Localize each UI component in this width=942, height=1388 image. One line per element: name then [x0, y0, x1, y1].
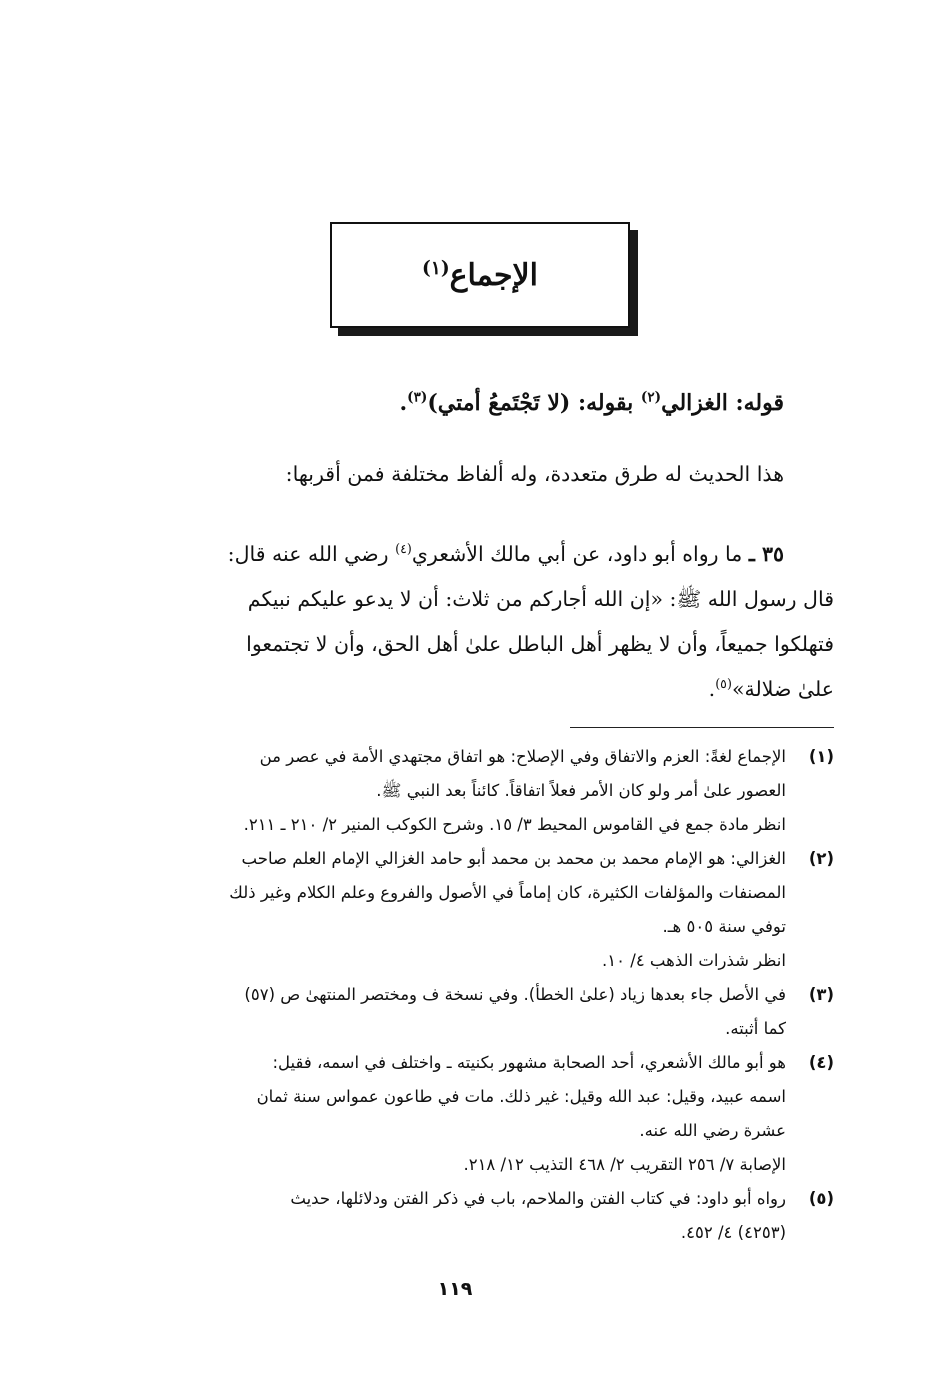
footnote-line: كما أثبته. — [725, 1019, 786, 1038]
hadith-line-1-b: رضي الله عنه قال: — [227, 542, 396, 566]
hadith-line-4 — [104, 667, 834, 712]
intro-footnote-ref-3: (٣) — [407, 389, 428, 406]
chapter-title — [422, 258, 538, 293]
intro-prefix: قوله: الغزالي — [661, 390, 784, 416]
footnote-2 — [104, 842, 834, 978]
footnote-number: (١) — [808, 747, 834, 766]
chapter-title-box — [330, 222, 630, 328]
footnote-3 — [104, 978, 834, 1046]
page-number: ١١٩ — [437, 1278, 473, 1300]
footnote-line: توفي سنة ٥٠٥ هـ. — [662, 917, 786, 936]
footnote-1 — [104, 740, 834, 842]
footnote-number: (٤) — [808, 1053, 834, 1072]
hadith-paragraph — [104, 532, 834, 712]
footnote-line: المصنفات والمؤلفات الكثيرة، كان إماماً في الأصول والفروع وعلم الكلام وغير ذلك — [229, 883, 786, 902]
footnote-line: في الأصل جاء بعدها زياد (علىٰ الخطأ). وفي نسخة ف ومختصر المنتهىٰ ص (٥٧) — [244, 985, 786, 1004]
footnote-line: العصور علىٰ أمر ولو كان الأمر فعلاً اتفاقاً. كائناً بعد النبي ﷺ. — [376, 781, 786, 800]
footnote-body — [104, 842, 786, 978]
footnote-line: عشرة رضي الله عنه. — [639, 1121, 786, 1140]
footnote-4 — [104, 1046, 834, 1182]
hadith-line-3: فتهلكوا جميعاً، وأن لا يظهر أهل الباطل علىٰ أهل الحق، وأن لا تجتمعوا — [246, 632, 834, 656]
footnote-number: (٥) — [808, 1189, 834, 1208]
footnote-line: الإجماع لغةً: العزم والاتفاق وفي الإصلاح: هو اتفاق مجتهدي الأمة في عصر من — [259, 747, 786, 766]
footnote-line: (٤٢٥٣) ٤/ ٤٥٢. — [680, 1223, 786, 1242]
intro-footnote-ref-2: (٢) — [640, 389, 662, 406]
footnote-line: انظر شذرات الذهب ٤/ ١٠. — [602, 951, 786, 970]
hadith-line-1 — [104, 532, 834, 577]
footnote-separator — [570, 727, 834, 728]
hadith-line-1-a: ما رواه أبو داود، عن أبي مالك الأشعري — [411, 542, 749, 566]
intro-middle: بقوله: (لا تَجْتَمعُ أمتي) — [427, 390, 641, 416]
footnote-number: (٣) — [808, 985, 834, 1004]
footnote-body — [104, 1046, 786, 1182]
footnote-body — [104, 1182, 786, 1250]
chapter-title-text: الإجماع — [449, 257, 538, 293]
intro-suffix: . — [399, 390, 408, 416]
hadith-footnote-ref-5: (٥) — [715, 676, 732, 692]
hadith-line-4-text: علىٰ ضلالة» — [731, 677, 834, 701]
hadith-line-2: قال رسول الله ﷺ: «إن الله أجاركم من ثلاث: أن لا يدعو عليكم نبيكم — [247, 587, 834, 611]
footnote-number: (٢) — [808, 849, 834, 868]
footnote-body — [104, 740, 786, 842]
hadith-footnote-ref-4: (٤) — [395, 541, 412, 557]
footnote-line: رواه أبو داود: في كتاب الفتن والملاحم، باب في ذكر الفتن ودلائلها، حديث — [290, 1189, 786, 1208]
hadith-end: . — [708, 677, 716, 701]
footnote-body — [104, 978, 786, 1046]
hadith-number: ٣٥ ـ — [748, 542, 784, 566]
footnote-5 — [104, 1182, 834, 1250]
intro-paragraph: هذا الحديث له طرق متعددة، وله ألفاظ مختلفة فمن أقربها: — [285, 462, 784, 486]
footnotes-section — [104, 740, 834, 1250]
footnote-line: الغزالي: هو الإمام محمد بن محمد بن محمد أبو حامد الغزالي الإمام العلم صاحب — [241, 849, 786, 868]
chapter-title-footnote-ref: (١) — [422, 257, 450, 279]
intro-statement — [144, 390, 784, 416]
footnote-line: الإصابة ٧/ ٢٥٦ التقريب ٢/ ٤٦٨ التذيب ١٢/ ٢١٨. — [463, 1155, 786, 1174]
footnote-line: اسمه عبيد، وقيل: عبد الله وقيل: غير ذلك. مات في طاعون عمواس سنة ثمان — [256, 1087, 786, 1106]
footnote-line: هو أبو مالك الأشعري، أحد الصحابة مشهور بكنيته ـ واختلف في اسمه، فقيل: — [272, 1053, 786, 1072]
footnote-line: انظر مادة جمع في القاموس المحيط ٣/ ١٥. وشرح الكوكب المنير ٢/ ٢١٠ ـ ٢١١. — [243, 815, 786, 834]
chapter-title-frame — [330, 222, 638, 336]
